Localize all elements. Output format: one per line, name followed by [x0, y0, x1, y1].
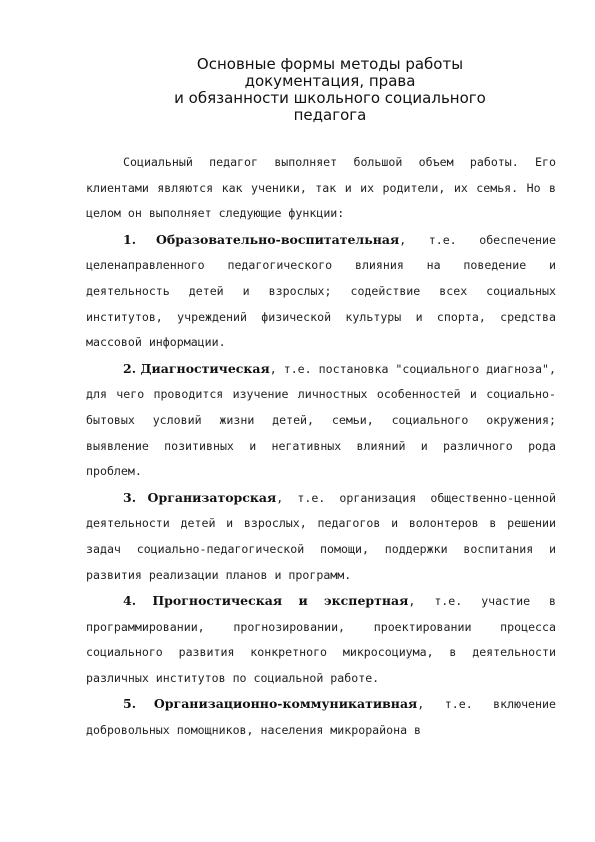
- function-name-1: 1. Образовательно-воспитательная: [123, 231, 400, 247]
- function-paragraph-3: [86, 485, 556, 588]
- function-name-2: 2. Диагностическая: [123, 360, 270, 376]
- function-paragraph-2: [86, 356, 556, 485]
- title-line-4: педагога: [293, 106, 367, 124]
- function-text-1: , т.е. обеспечение целенаправленного педагогического влияния на поведение и деятельность детей и взрослых; содействие всех социальных институтов, учреждений физической культуры и спорта, средства массовой информации.: [86, 232, 556, 350]
- title-line-1: Основные формы методы работы: [196, 55, 464, 73]
- function-text-4: , т.е. участие в программировании, прогнозировании, проектировании процесса социального развития конкретного микросоциума, в деятельности различных институтов по социальной работе.: [86, 594, 556, 685]
- document-body: [86, 150, 556, 744]
- function-name-3: 3. Организаторская: [123, 489, 277, 505]
- title-line-3: и обязанности школьного социального: [174, 89, 486, 107]
- function-text-3: , т.е. организация общественно-ценной деятельности детей и взрослых, педагогов и волонтеров в решении задач социально-педагогической помощи, поддержки воспитания и развития реализации планов и программ.: [86, 490, 556, 582]
- function-name-4: 4. Прогностическая и экспертная: [123, 593, 409, 609]
- function-paragraph-5: [86, 691, 556, 743]
- title-line-2: документация, права: [244, 72, 416, 90]
- function-paragraph-1: [86, 227, 556, 356]
- document-title: [120, 56, 540, 124]
- function-text-5: , т.е. включение добровольных помощников, населения микрорайона в: [86, 697, 556, 738]
- function-name-5: 5. Организационно-коммуникативная: [123, 696, 418, 712]
- intro-paragraph: Социальный педагог выполняет большой объем работы. Его клиентами являются как ученики, так и их родители, их семья. Но в целом он выполняет следующие функции:: [86, 155, 556, 221]
- function-paragraph-4: [86, 588, 556, 691]
- function-text-2: , т.е. постановка "социального диагноза", для чего проводится изучение личностных особенностей и социально-бытовых условий жизни детей, семьи, социального окружения; выявление позитивных и негативных влияний и различного рода проблем.: [86, 361, 556, 479]
